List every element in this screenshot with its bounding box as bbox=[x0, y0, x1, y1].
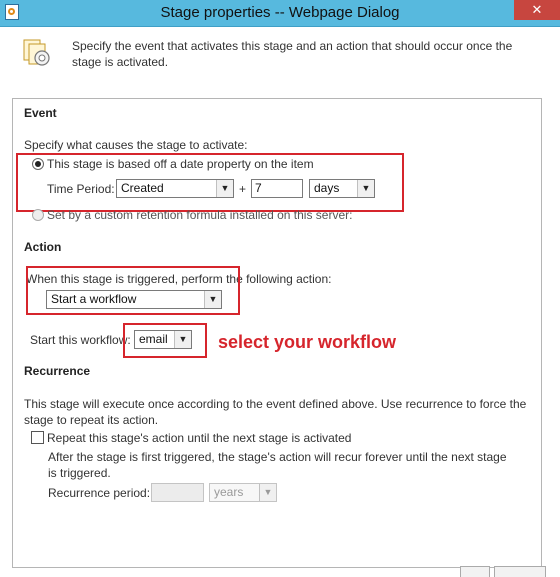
chevron-down-icon: ▼ bbox=[259, 484, 276, 501]
workflow-highlight bbox=[123, 323, 207, 358]
chevron-down-icon: ▼ bbox=[216, 180, 233, 197]
header-description: Specify the event that activates this stage and an action that should occur once the stage is activated. bbox=[72, 39, 513, 69]
recurrence-note-line2: is triggered. bbox=[48, 466, 111, 480]
workflow-value: email bbox=[139, 332, 168, 346]
time-period-label: Time Period: bbox=[47, 182, 115, 196]
action-highlight bbox=[26, 266, 240, 315]
action-section-title: Action bbox=[24, 240, 62, 254]
custom-formula-radio[interactable] bbox=[32, 209, 44, 221]
custom-formula-label: Set by a custom retention formula installed on this server: bbox=[47, 208, 353, 222]
title-bar bbox=[0, 0, 560, 27]
window-title: Stage properties -- Webpage Dialog bbox=[160, 4, 400, 21]
chevron-down-icon: ▼ bbox=[174, 331, 191, 348]
repeat-checkbox[interactable] bbox=[31, 431, 44, 444]
recurrence-period-label: Recurrence period: bbox=[48, 486, 151, 500]
recurrence-description-line1: This stage will execute once according to the event defined above. Use recurrence to force the bbox=[24, 397, 527, 411]
action-value: Start a workflow bbox=[51, 292, 137, 306]
chevron-down-icon: ▼ bbox=[204, 291, 221, 308]
recurrence-note-line1: After the stage is first triggered, the stage's action will recur forever until the next stage bbox=[48, 450, 507, 464]
offset-input[interactable]: 7 bbox=[251, 179, 303, 198]
unit-value: days bbox=[314, 181, 340, 195]
event-prompt: Specify what causes the stage to activate: bbox=[24, 138, 248, 152]
action-prompt: When this stage is triggered, perform the following action: bbox=[26, 272, 332, 286]
workflow-annotation: select your workflow bbox=[218, 332, 397, 352]
recurrence-section-title: Recurrence bbox=[24, 364, 91, 378]
recurrence-description-line2: stage to repeat its action. bbox=[24, 413, 159, 427]
recurrence-unit-select[interactable] bbox=[209, 483, 277, 502]
recurrence-unit-value: years bbox=[214, 485, 244, 499]
repeat-label: Repeat this stage's action until the next stage is activated bbox=[47, 431, 352, 445]
event-section-title: Event bbox=[24, 106, 57, 120]
start-workflow-label: Start this workflow: bbox=[30, 333, 131, 347]
date-option-highlight bbox=[16, 153, 404, 212]
date-property-label: This stage is based off a date property on the item bbox=[47, 157, 314, 171]
document-stack-icon bbox=[22, 38, 54, 68]
close-button[interactable]: ✕ bbox=[514, 0, 560, 20]
recurrence-period-input[interactable] bbox=[151, 483, 204, 502]
chevron-down-icon: ▼ bbox=[357, 180, 374, 197]
plus-sign: + bbox=[239, 182, 247, 196]
date-property-value: Created bbox=[121, 181, 164, 195]
